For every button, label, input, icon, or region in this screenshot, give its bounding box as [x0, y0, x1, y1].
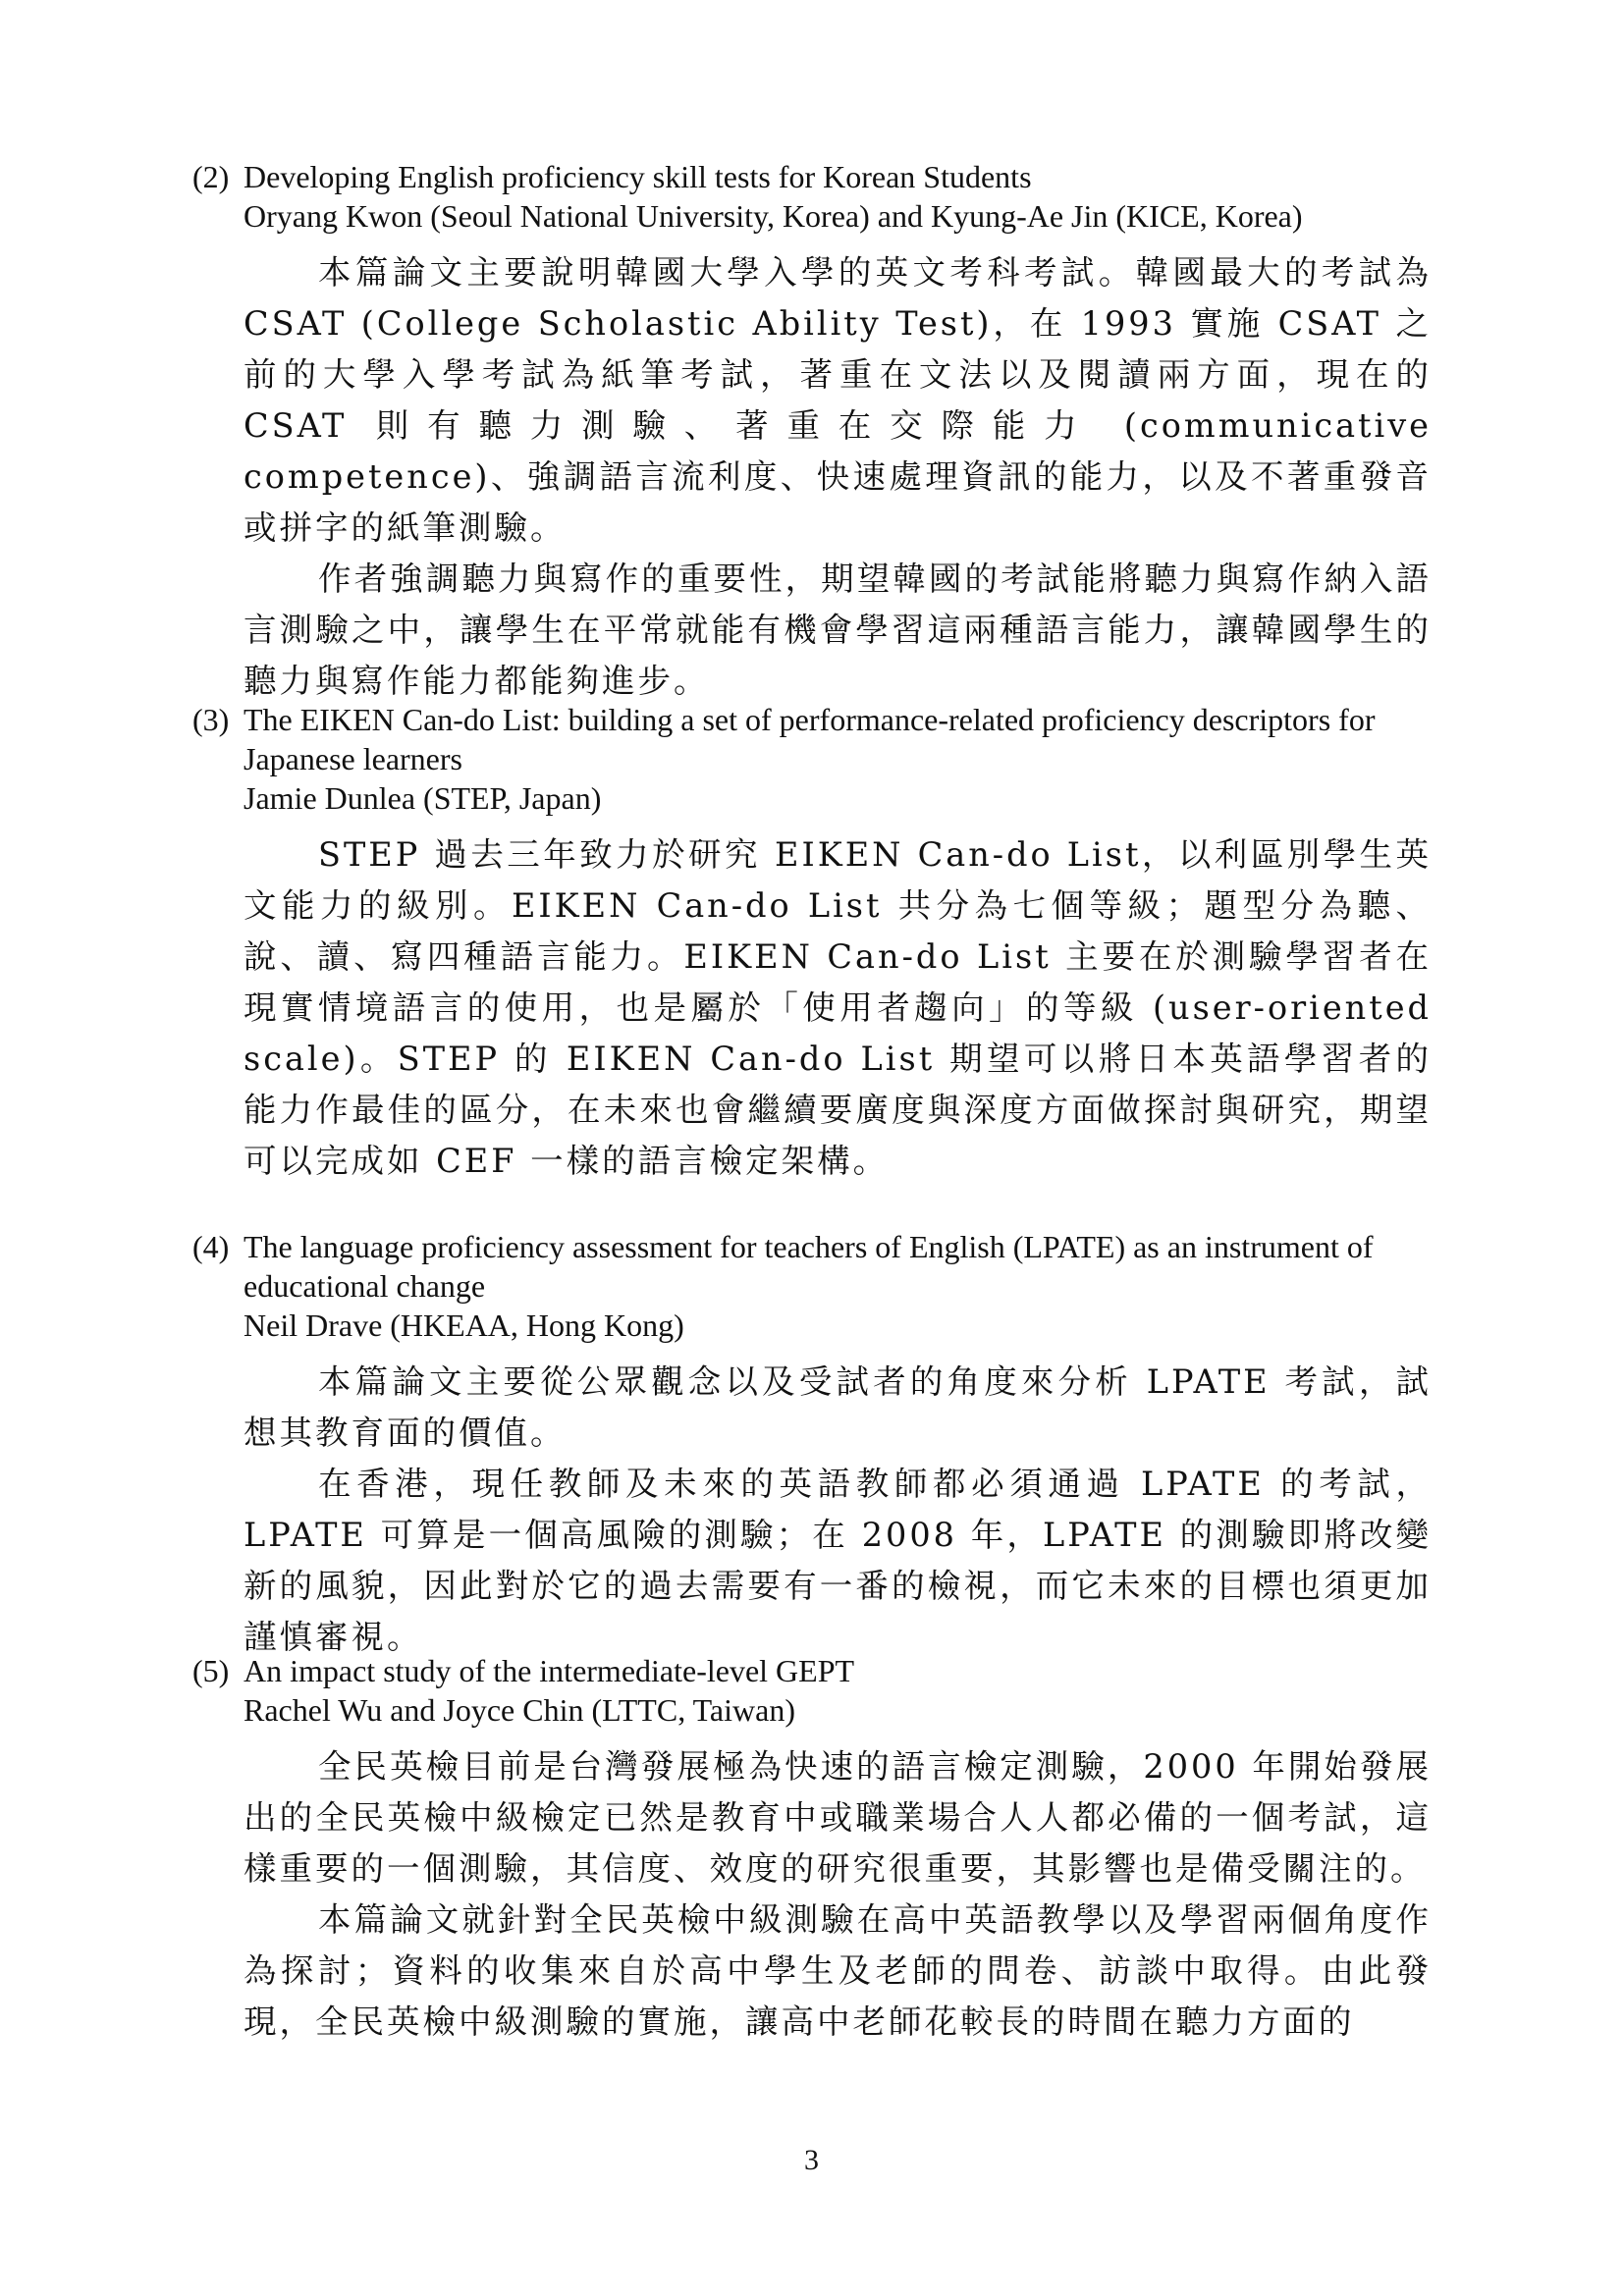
- entry-number: (2): [192, 159, 230, 194]
- entry-heading: [192, 1227, 1439, 1306]
- entry-title: Developing English proficiency skill tests for Korean Students: [243, 159, 1032, 194]
- entry-author: Jamie Dunlea (STEP, Japan): [243, 780, 602, 816]
- entry-paragraph: 本篇論文主要從公眾觀念以及受試者的角度來分析 LPATE 考試，試想其教育面的價值。: [243, 1362, 1432, 1452]
- entry-4: [192, 1227, 1439, 1663]
- entry-title: An impact study of the intermediate-level GEPT: [243, 1653, 855, 1688]
- entry-paragraph: 全民英檢目前是台灣發展極為快速的語言檢定測驗，2000 年開始發展出的全民英檢中級檢定已然是教育中或職業場合人人都必備的一個考試，這樣重要的一個測驗，其信度、效度的研究很重要，其影響也是備受關注的。: [243, 1747, 1432, 1888]
- entry-author: Neil Drave (HKEAA, Hong Kong): [243, 1308, 684, 1343]
- entry-number: (3): [192, 702, 230, 737]
- entry-author: Rachel Wu and Joyce Chin (LTTC, Taiwan): [243, 1692, 795, 1728]
- entry-title: The language proficiency assessment for teachers of English (LPATE) as an instrument of educational change: [243, 1229, 1374, 1304]
- entry-number: (5): [192, 1653, 230, 1688]
- page-number: 3: [804, 2144, 819, 2176]
- entry-paragraph: 本篇論文就針對全民英檢中級測驗在高中英語教學以及學習兩個角度作為探討；資料的收集來自於高中學生及老師的問卷、訪談中取得。由此發現，全民英檢中級測驗的實施，讓高中老師花較長的時間在聽力方面的: [243, 1900, 1432, 2041]
- entry-3: [192, 700, 1439, 1187]
- entry-author: Oryang Kwon (Seoul National University, Korea) and Kyung-Ae Jin (KICE, Korea): [243, 198, 1303, 234]
- entry-2: [192, 157, 1439, 707]
- entry-title: The EIKEN Can-do List: building a set of performance-related proficiency descriptors for Japanese learners: [243, 702, 1376, 776]
- entry-paragraph: 本篇論文主要說明韓國大學入學的英文考科考試。韓國最大的考試為CSAT (College Scholastic Ability Test)，在 1993 實施 CSAT 之前的大學入學考試為紙筆考試，著重在文法以及閱讀兩方面，現在的 CSAT 則有聽力測驗、著重在交際能力 (communicative competence)、強調語言流利度、快速處理資訊的能力，以及不著重發音或拼字的紙筆測驗。: [243, 253, 1432, 547]
- entry-heading: [192, 157, 1439, 196]
- entry-heading: [192, 1651, 1439, 1690]
- entry-paragraph: 在香港，現任教師及未來的英語教師都必須通過 LPATE 的考試，LPATE 可算是一個高風險的測驗；在 2008 年，LPATE 的測驗即將改變新的風貌，因此對於它的過去需要有一番的檢視，而它未來的目標也須更加謹慎審視。: [243, 1465, 1432, 1656]
- entry-5: [192, 1651, 1439, 2048]
- entry-number: (4): [192, 1229, 230, 1264]
- entry-paragraph: STEP 過去三年致力於研究 EIKEN Can-do List，以利區別學生英文能力的級別。EIKEN Can-do List 共分為七個等級；題型分為聽、說、讀、寫四種語言能力。EIKEN Can-do List 主要在於測驗學習者在現實情境語言的使用，也是屬於「使用者趨向」的等級 (user-oriented scale)。STEP 的 EIKEN Can-do List 期望可以將日本英語學習者的能力作最佳的區分，在未來也會繼續要廣度與深度方面做探討與研究，期望可以完成如 CEF 一樣的語言檢定架構。: [243, 835, 1432, 1180]
- entry-heading: [192, 700, 1439, 778]
- entry-paragraph: 作者強調聽力與寫作的重要性，期望韓國的考試能將聽力與寫作納入語言測驗之中，讓學生在平常就能有機會學習這兩種語言能力，讓韓國學生的聽力與寫作能力都能夠進步。: [243, 560, 1432, 700]
